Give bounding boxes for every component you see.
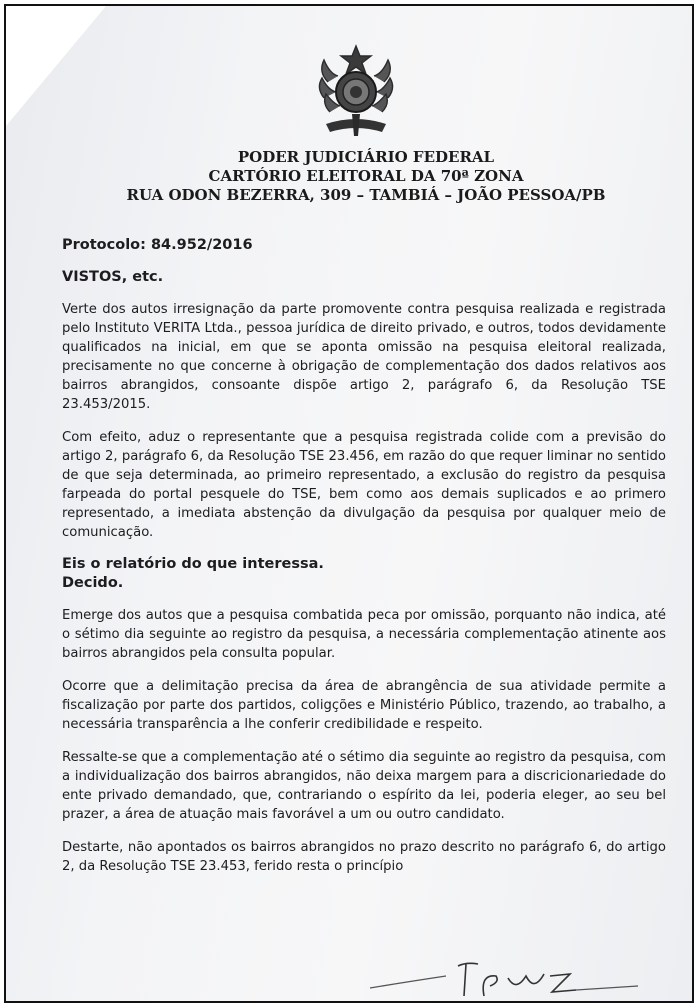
paragraph-1: Verte dos autos irresignação da parte promovente contra pesquisa realizada e registrada pelo Instituto VERITA Ltda., pessoa jurídica de direito privado, e outros, todos devidamente qualificados na inicial, em que se aponta omissão na pesquisa eleitoral realizada, precisamente no que concerne à obrigação de complementação dos dados relativos aos bairros abrangidos, consoante dispõe artigo 2, parágrafo 6, da Resolução TSE 23.453/2015. (62, 302, 666, 412)
paragraph-4: Ocorre que a delimitação precisa da área de abrangência de sua atividade permite a fiscalização por parte dos partidos, coligções e Ministério Público, trazendo, ao trabalho, a necessária transparência a lhe conferir credibilidade e respeito. (62, 679, 666, 732)
header-court-name: PODER JUDICIÁRIO FEDERAL (237, 148, 495, 166)
header-address: RUA ODON BEZERRA, 309 – TAMBIÁ – JOÃO PESSOA/PB (126, 186, 606, 204)
paragraph-2: Com efeito, aduz o representante que a pesquisa registrada colide com a previsão do artigo 2, parágrafo 6, da Resolução TSE 23.456, em razão do que requer liminar no sentido de que seja determinada, ao primeiro representado, a exclusão do registro da pesquisa farpeada do portal pesquele do TSE, bem como aos demais suplicados e ao primero representado, a imediata abstenção da divulgação da pesquisa por qualquer meio de comunicação. (62, 430, 666, 540)
paragraph-3: Emerge dos autos que a pesquisa combatida peca por omissão, porquanto não indica, até o sétimo dia seguinte ao registro da pesquisa, a necessária complementação atinente aos bairros abrangidos pela consulta popular. (62, 608, 666, 661)
decido-line: Decido. (62, 575, 124, 591)
brazil-coat-of-arms-icon (314, 42, 398, 138)
document-body (62, 236, 666, 876)
paragraph-6: Destarte, não apontados os bairros abrangidos no prazo descrito no parágrafo 6, do artigo 2, da Resolução TSE 23.453, ferido resta o princípio (62, 840, 666, 874)
document-header (126, 148, 606, 205)
handwritten-signature (366, 952, 646, 1002)
protocol-number: Protocolo: 84.952/2016 (62, 237, 253, 253)
folded-corner (6, 6, 106, 126)
vistos-heading: VISTOS, etc. (62, 269, 164, 285)
relatorio-line: Eis o relatório do que interessa. (62, 556, 324, 572)
paragraph-5: Ressalte-se que a complementação até o sétimo dia seguinte ao registro da pesquisa, com a individualização dos bairros abrangidos, não deixa margem para a discricionariedade do ente privado demandado, que, contrariando o espírito da lei, poderia eleger, ao seu bel prazer, a área de atuação mais favorável a um ou outro candidato. (62, 750, 666, 822)
header-office-name: CARTÓRIO ELEITORAL DA 70ª ZONA (208, 167, 524, 185)
document-page (4, 4, 694, 1003)
